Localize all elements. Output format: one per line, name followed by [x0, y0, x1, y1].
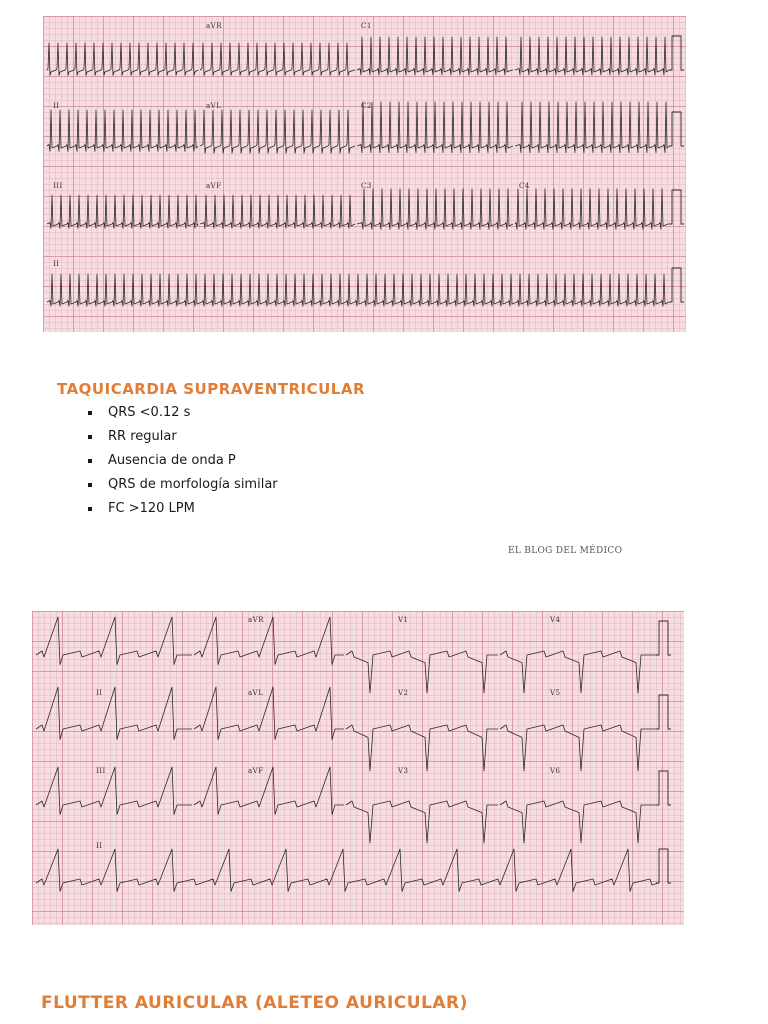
lead-label-c2: C2: [361, 102, 372, 110]
ecg-lead-trace: [194, 617, 344, 665]
ecg-lead-trace: [47, 43, 198, 75]
lead-label-v5: V5: [550, 689, 561, 697]
ecg-lead-trace: [36, 687, 192, 740]
ecg-lead-trace: [200, 110, 355, 153]
ecg-lead-trace: [500, 801, 658, 843]
lead-label-v3: V3: [398, 767, 409, 775]
lead-label-avf: aVF: [206, 182, 222, 190]
calibration-pulse: [669, 190, 684, 224]
ecg-lead-trace: [515, 37, 669, 75]
ecg-lead-trace: [47, 195, 198, 228]
section-title-flutter: FLUTTER AURICULAR (ALETEO AURICULAR): [41, 993, 468, 1013]
lead-label-ii: II: [53, 102, 60, 110]
lead-label-ii: II: [96, 689, 103, 697]
calibration-pulse: [669, 268, 684, 302]
ecg-lead-trace: [500, 651, 658, 693]
ecg-lead-trace: [194, 767, 344, 815]
lead-label-rhythm-ii: II: [96, 842, 103, 850]
lead-label-iii: III: [96, 767, 106, 775]
calibration-pulse: [669, 112, 684, 146]
lead-label-avf: aVF: [248, 767, 264, 775]
calibration-pulse: [656, 621, 671, 655]
ecg-rhythm-trace: [47, 274, 669, 306]
lead-label-avl: aVL: [248, 689, 264, 697]
calibration-pulse: [656, 695, 671, 729]
lead-label-avr: aVR: [206, 22, 222, 30]
ecg-lead-trace: [36, 767, 192, 815]
watermark-text: EL BLOG DEL MÉDICO: [508, 546, 623, 556]
lead-label-iii: III: [53, 182, 63, 190]
ecg-lead-trace: [515, 189, 669, 229]
ecg-lead-trace: [357, 37, 513, 75]
ecg-lead-trace: [36, 617, 192, 665]
criteria-list: [88, 403, 278, 523]
criteria-item: FC >120 LPM: [88, 499, 278, 523]
calibration-pulse: [656, 849, 671, 883]
lead-label-rhythm-ii: II: [53, 260, 60, 268]
ecg-lead-trace: [515, 102, 669, 153]
criteria-item: QRS de morfología similar: [88, 475, 278, 499]
ecg-lead-trace: [200, 43, 355, 75]
lead-label-v1: V1: [398, 616, 409, 624]
criteria-item: Ausencia de onda P: [88, 451, 278, 475]
ecg-lead-trace: [200, 195, 355, 228]
lead-label-c3: C3: [361, 182, 372, 190]
ecg-lead-trace: [47, 110, 198, 151]
ecg-lead-trace: [346, 651, 498, 693]
ecg-lead-trace: [194, 687, 344, 740]
calibration-pulse: [669, 36, 684, 70]
lead-label-avr: aVR: [248, 616, 264, 624]
lead-label-c4: C4: [519, 182, 530, 190]
ecg-lead-trace: [357, 189, 513, 229]
lead-label-v6: V6: [550, 767, 561, 775]
ecg-strip-flutter: [32, 611, 684, 925]
lead-label-c1: C1: [361, 22, 372, 30]
ecg-tracings-flutter: [32, 611, 684, 925]
lead-label-avl: aVL: [206, 102, 222, 110]
criteria-item: RR regular: [88, 427, 278, 451]
ecg-lead-trace: [346, 725, 498, 771]
ecg-lead-trace: [357, 102, 513, 153]
ecg-lead-trace: [500, 725, 658, 771]
ecg-strip-svt: [43, 16, 686, 332]
criteria-item: QRS <0.12 s: [88, 403, 278, 427]
ecg-tracings-svt: [43, 16, 686, 332]
ecg-rhythm-trace: [36, 849, 658, 892]
ecg-lead-trace: [346, 801, 498, 843]
section-title-svt: TAQUICARDIA SUPRAVENTRICULAR: [57, 380, 366, 398]
calibration-pulse: [656, 771, 671, 805]
lead-label-v4: V4: [550, 616, 561, 624]
lead-label-v2: V2: [398, 689, 409, 697]
